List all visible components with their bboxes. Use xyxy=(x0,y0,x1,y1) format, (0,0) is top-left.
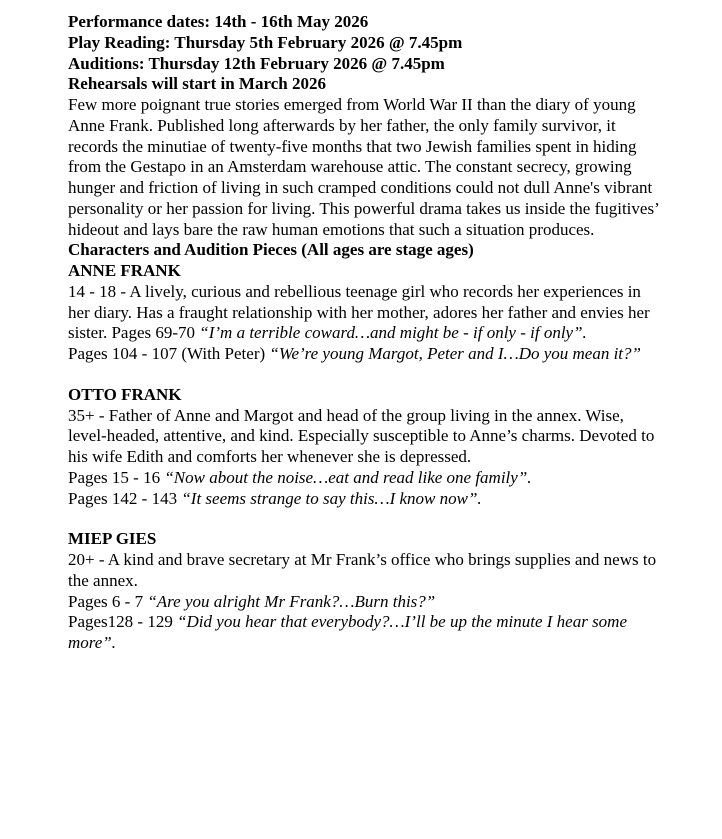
synopsis-paragraph: Few more poignant true stories emerged from World War II than the diary of young Anne Frank. Published long afterwards by her father, the only family survivor, it records the minutiae of twenty-five months that two Jewish families spent in hiding from the Gestapo in an Amsterdam warehouse attic. The constant secrecy, growing hunger and friction of living in such cramped conditions could not dull Anne's vibrant personality or her passion for living. This powerful drama takes us inside the fugitives’ hideout and lays bare the raw human emotions that such a situation produces. xyxy=(68,95,659,239)
character-name: OTTO FRANK xyxy=(68,384,182,404)
audition-pages: Pages128 - 129 xyxy=(68,612,178,632)
character-description xyxy=(68,550,662,592)
audition-quote: “Did you hear that everybody?…I’ll be up the minute I hear some more”. xyxy=(68,612,628,652)
audition-quote: “I’m a terrible coward…and might be - if only - if only”. xyxy=(199,323,587,343)
audition-quote: “We’re young Margot, Peter and I…Do you mean it?” xyxy=(269,344,641,363)
character-section-anne-frank xyxy=(68,261,662,365)
character-name: MIEP GIES xyxy=(68,529,157,549)
performance-dates-line: Performance dates: 14th - 16th May 2026 xyxy=(68,12,369,31)
rehearsals-line: Rehearsals will start in March 2026 xyxy=(68,74,326,94)
audition-quote: “Are you alright Mr Frank?…Burn this?” xyxy=(147,591,436,611)
audition-pages: Pages 142 - 143 xyxy=(68,488,182,508)
character-description-text: 14 - 18 - A lively, curious and rebellious teenage girl who records her experiences in her diary. Has a fraught relationship with her mother, adores her father and envies her sister. Pages 69-70 xyxy=(68,281,650,343)
character-name: ANNE FRANK xyxy=(68,261,181,280)
play-reading-line: Play Reading: Thursday 5th February 2026 @ 7.45pm xyxy=(68,32,463,52)
audition-line xyxy=(68,612,662,654)
audition-line xyxy=(68,592,662,613)
character-description xyxy=(68,282,662,344)
audition-quote: “It seems strange to say this…I know now”. xyxy=(181,488,482,508)
character-section-miep-gies xyxy=(68,529,662,654)
audition-pages: Pages 6 - 7 xyxy=(68,591,148,611)
audition-pages: Pages 104 - 107 (With Peter) xyxy=(68,344,270,363)
audition-line xyxy=(68,489,662,510)
characters-heading: Characters and Audition Pieces (All ages are stage ages) xyxy=(68,240,474,260)
character-description-text: 20+ - A kind and brave secretary at Mr Frank’s office who brings supplies and news to the annex. xyxy=(68,550,657,590)
auditions-line: Auditions: Thursday 12th February 2026 @ 7.45pm xyxy=(68,53,445,73)
character-description xyxy=(68,406,662,468)
audition-line xyxy=(68,468,662,489)
audition-line xyxy=(68,344,662,365)
audition-pages: Pages 15 - 16 xyxy=(68,467,165,487)
character-description-text: 35+ - Father of Anne and Margot and head of the group living in the annex. Wise, level-headed, attentive, and kind. Especially susceptible to Anne’s charms. Devoted to his wife Edith and comforts her whenever she is depressed. xyxy=(68,405,655,466)
audition-quote: “Now about the noise…eat and read like one family”. xyxy=(164,467,532,487)
character-section-otto-frank xyxy=(68,385,662,510)
